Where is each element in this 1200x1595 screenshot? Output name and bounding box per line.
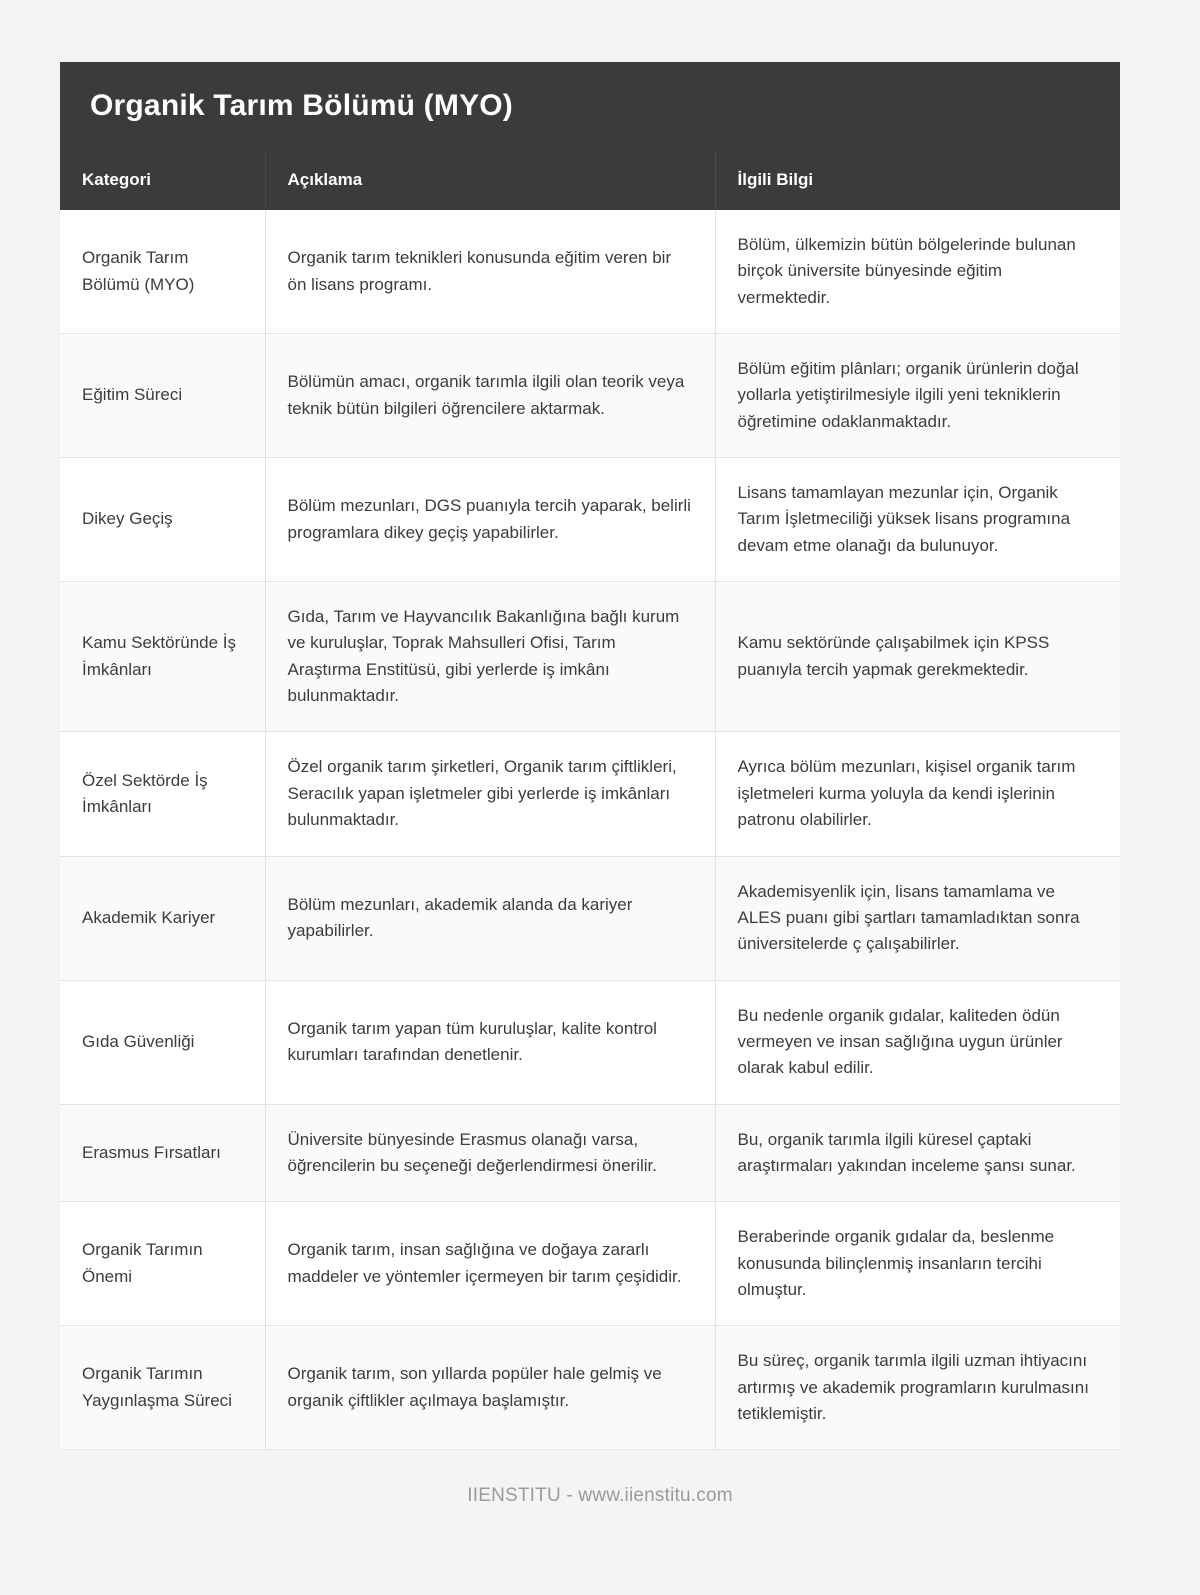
page-title: Organik Tarım Bölümü (MYO) xyxy=(90,89,514,122)
cell-ilgili-bilgi: Lisans tamamlayan mezunlar için, Organik Tarım İşletmeciliği yüksek lisans programına devam etme olanağı da bulunuyor. xyxy=(715,458,1120,582)
cell-kategori: Eğitim Süreci xyxy=(60,334,265,458)
info-table xyxy=(60,150,1120,1449)
cell-ilgili-bilgi: Akademisyenlik için, lisans tamamlama ve ALES puanı gibi şartları tamamladıktan sonra üniversitelerde ç çalışabilirler. xyxy=(715,856,1120,980)
cell-kategori: Gıda Güvenliği xyxy=(60,980,265,1104)
table-header-row xyxy=(60,150,1120,210)
cell-aciklama: Bölümün amacı, organik tarımla ilgili olan teorik veya teknik bütün bilgileri öğrencilere aktarmak. xyxy=(265,334,715,458)
cell-aciklama: Bölüm mezunları, DGS puanıyla tercih yaparak, belirli programlara dikey geçiş yapabilirler. xyxy=(265,458,715,582)
column-header-ilgili-bilgi: İlgili Bilgi xyxy=(715,150,1120,210)
table-row xyxy=(60,856,1120,980)
cell-aciklama: Bölüm mezunları, akademik alanda da kariyer yapabilirler. xyxy=(265,856,715,980)
cell-ilgili-bilgi: Beraberinde organik gıdalar da, beslenme konusunda bilinçlenmiş insanların tercihi olmuştur. xyxy=(715,1202,1120,1326)
cell-kategori: Organik Tarım Bölümü (MYO) xyxy=(60,210,265,334)
cell-ilgili-bilgi: Ayrıca bölüm mezunları, kişisel organik tarım işletmeleri kurma yoluyla da kendi işlerinin patronu olabilirler. xyxy=(715,732,1120,856)
cell-aciklama: Organik tarım, son yıllarda popüler hale gelmiş ve organik çiftlikler açılmaya başlamıştır. xyxy=(265,1326,715,1450)
cell-ilgili-bilgi: Kamu sektöründe çalışabilmek için KPSS puanıyla tercih yapmak gerekmektedir. xyxy=(715,582,1120,732)
table-row xyxy=(60,980,1120,1104)
cell-kategori: Organik Tarımın Yaygınlaşma Süreci xyxy=(60,1326,265,1450)
column-header-aciklama: Açıklama xyxy=(265,150,715,210)
table-row xyxy=(60,582,1120,732)
table-row xyxy=(60,1202,1120,1326)
cell-ilgili-bilgi: Bu, organik tarımla ilgili küresel çaptaki araştırmaları yakından inceleme şansı sunar. xyxy=(715,1104,1120,1202)
cell-kategori: Akademik Kariyer xyxy=(60,856,265,980)
info-card xyxy=(60,62,1120,1449)
cell-aciklama: Gıda, Tarım ve Hayvancılık Bakanlığına bağlı kurum ve kuruluşlar, Toprak Mahsulleri Ofisi, Tarım Araştırma Enstitüsü, gibi yerlerde iş imkânı bulunmaktadır. xyxy=(265,582,715,732)
table-row xyxy=(60,334,1120,458)
card-title-bar xyxy=(60,62,1120,150)
cell-ilgili-bilgi: Bu nedenle organik gıdalar, kaliteden ödün vermeyen ve insan sağlığına uygun ürünler olarak kabul edilir. xyxy=(715,980,1120,1104)
cell-aciklama: Organik tarım, insan sağlığına ve doğaya zararlı maddeler ve yöntemler içermeyen bir tarım çeşididir. xyxy=(265,1202,715,1326)
cell-aciklama: Organik tarım yapan tüm kuruluşlar, kalite kontrol kurumları tarafından denetlenir. xyxy=(265,980,715,1104)
cell-ilgili-bilgi: Bölüm, ülkemizin bütün bölgelerinde bulunan birçok üniversite bünyesinde eğitim vermektedir. xyxy=(715,210,1120,334)
table-row xyxy=(60,1326,1120,1450)
cell-kategori: Dikey Geçiş xyxy=(60,458,265,582)
table-header xyxy=(60,150,1120,210)
cell-kategori: Organik Tarımın Önemi xyxy=(60,1202,265,1326)
cell-kategori: Kamu Sektöründe İş İmkânları xyxy=(60,582,265,732)
table-row xyxy=(60,210,1120,334)
cell-aciklama: Organik tarım teknikleri konusunda eğitim veren bir ön lisans programı. xyxy=(265,210,715,334)
cell-kategori: Erasmus Fırsatları xyxy=(60,1104,265,1202)
table-row xyxy=(60,732,1120,856)
cell-kategori: Özel Sektörde İş İmkânları xyxy=(60,732,265,856)
cell-aciklama: Özel organik tarım şirketleri, Organik tarım çiftlikleri, Seracılık yapan işletmeler gibi yerlerde iş imkânları bulunmaktadır. xyxy=(265,732,715,856)
table-row xyxy=(60,1104,1120,1202)
table-row xyxy=(60,458,1120,582)
cell-ilgili-bilgi: Bölüm eğitim plânları; organik ürünlerin doğal yollarla yetiştirilmesiyle ilgili yeni tekniklerin öğretimine odaklanmaktadır. xyxy=(715,334,1120,458)
cell-ilgili-bilgi: Bu süreç, organik tarımla ilgili uzman ihtiyacını artırmış ve akademik programların kurulmasını tetiklemiştir. xyxy=(715,1326,1120,1450)
cell-aciklama: Üniversite bünyesinde Erasmus olanağı varsa, öğrencilerin bu seçeneği değerlendirmesi önerilir. xyxy=(265,1104,715,1202)
table-body xyxy=(60,210,1120,1449)
footer-attribution: IIENSTITU - www.iienstitu.com xyxy=(467,1485,733,1507)
column-header-kategori: Kategori xyxy=(60,150,265,210)
